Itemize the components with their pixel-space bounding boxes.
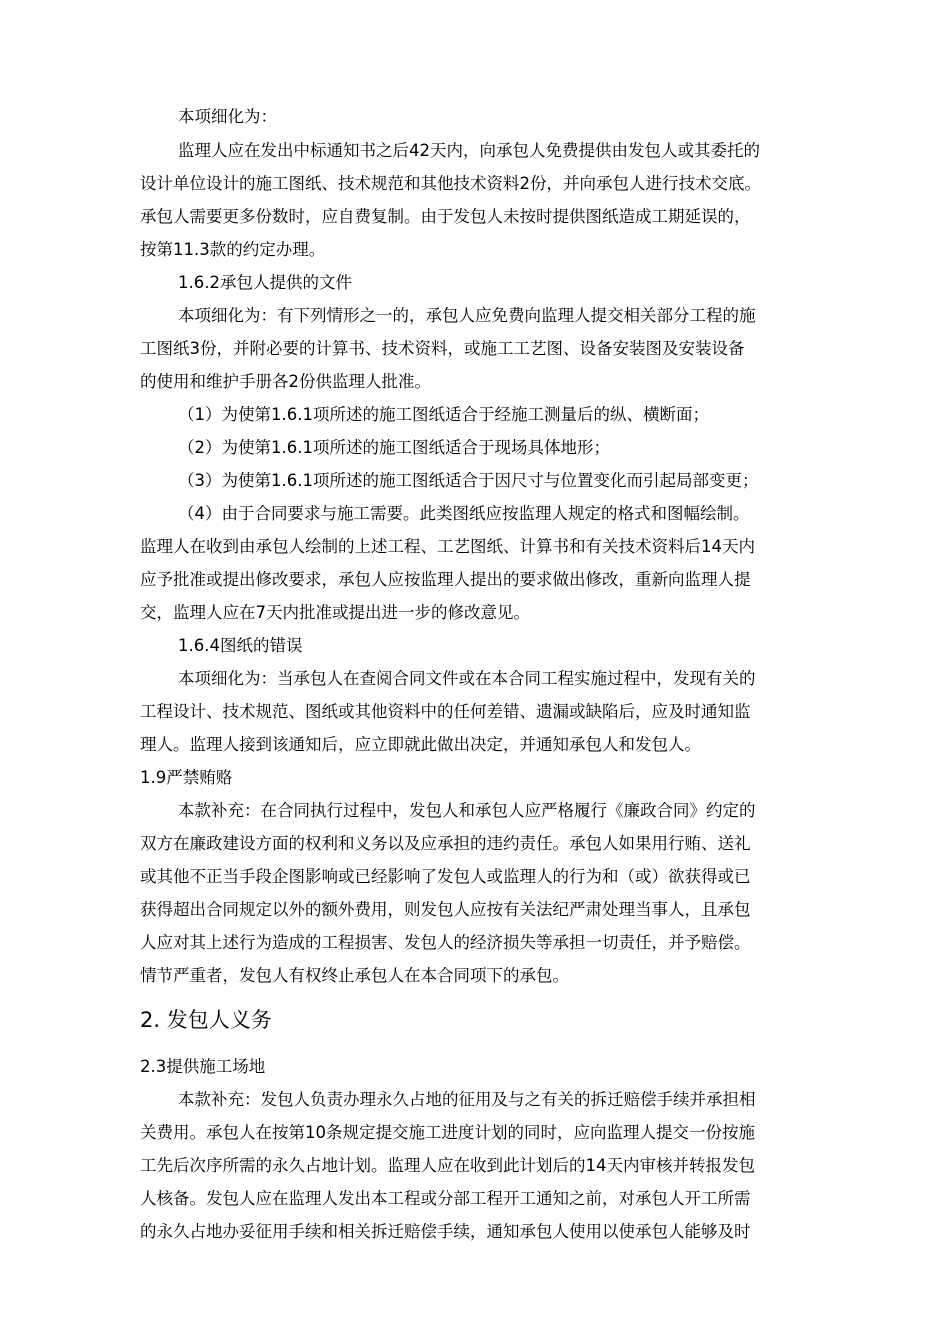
document-body	[140, 0, 820, 1344]
text-line: 设计单位设计的施工图纸、技术规范和其他技术资料2份，并向承包人进行技术交底。	[140, 174, 761, 193]
section-heading: 2. 发包人义务	[140, 1008, 272, 1032]
text-line: 本项细化为：当承包人在查阅合同文件或在本合同工程实施过程中，发现有关的	[178, 669, 756, 688]
text-line: 应予批准或提出修改要求，承包人应按监理人提出的要求做出修改，重新向监理人提	[140, 570, 751, 589]
text-line: 工程设计、技术规范、图纸或其他资料中的任何差错、遗漏或缺陷后，应及时通知监	[140, 702, 751, 721]
text-line: 人应对其上述行为造成的工程损害、发包人的经济损失等承担一切责任，并予赔偿。	[140, 933, 751, 952]
text-line: （4）由于合同要求与施工需要。此类图纸应按监理人规定的格式和图幅绘制。	[178, 504, 750, 523]
text-line: 承包人需要更多份数时，应自费复制。由于发包人未按时提供图纸造成工期延误的，	[140, 207, 751, 226]
text-line: 本项细化为：有下列情形之一的，承包人应免费向监理人提交相关部分工程的施	[178, 306, 756, 325]
text-line: 1.9严禁贿赂	[140, 768, 233, 787]
text-line: 按第11.3款的约定办理。	[140, 240, 326, 259]
text-line: 的永久占地办妥征用手续和相关拆迁赔偿手续，通知承包人使用以使承包人能够及时	[140, 1222, 751, 1241]
text-line: 理人。监理人接到该通知后，应立即就此做出决定，并通知承包人和发包人。	[140, 735, 701, 754]
text-line: 获得超出合同规定以外的额外费用，则发包人应按有关法纪严肃处理当事人，且承包	[140, 900, 751, 919]
text-line: 交，监理人应在7天内批准或提出进一步的修改意见。	[140, 603, 530, 622]
text-line: 监理人应在发出中标通知书之后42天内，向承包人免费提供由发包人或其委托的	[178, 141, 760, 160]
text-line: 工先后次序所需的永久占地计划。监理人应在收到此计划后的14天内审核并转报发包	[140, 1156, 755, 1175]
text-line: 工图纸3份，并附必要的计算书、技术资料，或施工工艺图、设备安装图及安装设备	[140, 339, 745, 358]
text-line: 2.3提供施工场地	[140, 1057, 266, 1076]
text-line: 关费用。承包人在按第10条规定提交施工进度计划的同时，应向监理人提交一份按施	[140, 1123, 755, 1142]
text-line: 的使用和维护手册各2份供监理人批准。	[140, 372, 431, 391]
text-line: （3）为使第1.6.1项所述的施工图纸适合于因尺寸与位置变化而引起局部变更；	[178, 471, 759, 490]
text-line: 本项细化为：	[178, 107, 277, 126]
text-line: 或其他不正当手段企图影响或已经影响了发包人或监理人的行为和（或）欲获得或已	[140, 867, 751, 886]
text-line: 双方在廉政建设方面的权利和义务以及应承担的违约责任。承包人如果用行贿、送礼	[140, 834, 751, 853]
text-line: 人核备。发包人应在监理人发出本工程或分部工程开工通知之前，对承包人开工所需	[140, 1189, 751, 1208]
text-line: 情节严重者，发包人有权终止承包人在本合同项下的承包。	[140, 966, 569, 985]
text-line: （2）为使第1.6.1项所述的施工图纸适合于现场具体地形；	[178, 438, 610, 457]
text-line: （1）为使第1.6.1项所述的施工图纸适合于经施工测量后的纵、横断面；	[178, 405, 709, 424]
text-line: 本款补充：在合同执行过程中，发包人和承包人应严格履行《廉政合同》约定的	[178, 801, 756, 820]
text-line: 监理人在收到由承包人绘制的上述工程、工艺图纸、计算书和有关技术资料后14天内	[140, 537, 755, 556]
text-line: 本款补充：发包人负责办理永久占地的征用及与之有关的拆迁赔偿手续并承担相	[178, 1090, 756, 1109]
text-line: 1.6.2承包人提供的文件	[178, 273, 352, 292]
text-line: 1.6.4图纸的错误	[178, 636, 303, 655]
